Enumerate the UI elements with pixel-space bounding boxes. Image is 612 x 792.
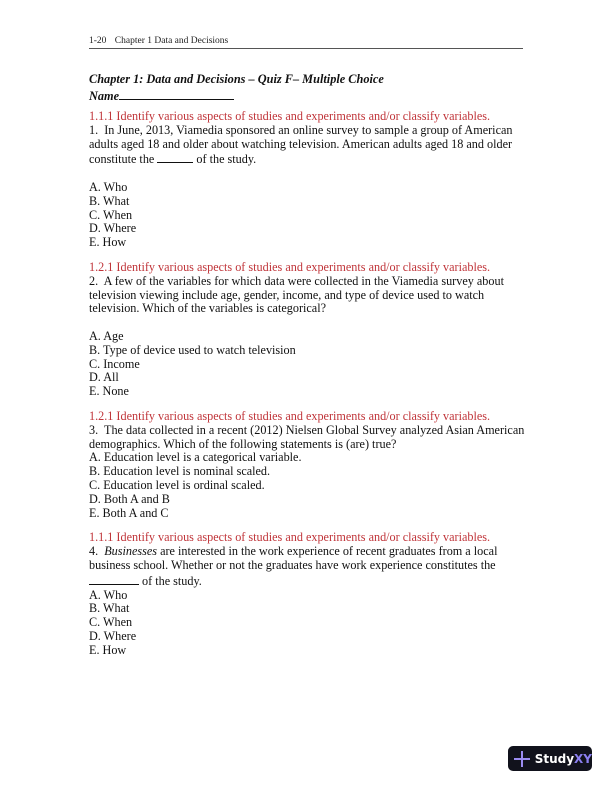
learning-objective: 1.1.1 Identify various aspects of studies and experiments and/or classify variables.	[89, 530, 491, 545]
option-e[interactable]: E. Both A and C	[89, 505, 169, 520]
question-number: 4.	[89, 544, 99, 559]
answer-options	[89, 451, 529, 520]
question-emphasis: Businesses	[104, 544, 158, 559]
option-e[interactable]: E. How	[89, 235, 127, 250]
option-e[interactable]: E. How	[89, 642, 127, 657]
option-e[interactable]: E. None	[89, 384, 129, 399]
question-number: 2.	[89, 273, 99, 288]
answer-options	[89, 330, 529, 399]
option-a[interactable]: A. Who	[89, 587, 128, 602]
question-number: 1.	[89, 122, 99, 137]
plus-icon	[514, 751, 530, 767]
option-a[interactable]: A. Age	[89, 328, 124, 343]
page-number: 1-20	[89, 36, 107, 46]
option-d[interactable]: D. Both A and B	[89, 491, 170, 506]
option-d[interactable]: D. Where	[89, 628, 137, 643]
studyxy-badge[interactable]	[508, 746, 592, 771]
option-d[interactable]: D. All	[89, 370, 119, 385]
quiz-title: Chapter 1: Data and Decisions – Quiz F– Multiple Choice	[89, 72, 384, 86]
option-c[interactable]: C. Education level is ordinal scaled.	[89, 477, 265, 492]
question-3	[89, 410, 529, 520]
name-label: Name	[89, 88, 120, 103]
learning-objective: 1.2.1 Identify various aspects of studies and experiments and/or classify variables.	[89, 408, 491, 423]
option-c[interactable]: C. When	[89, 615, 133, 630]
question-2	[89, 261, 529, 399]
question-stem: are interested in the work experience of recent graduates from a local business school. Whether or not the graduates have work experience constitutes the	[89, 544, 498, 572]
option-c[interactable]: C. Income	[89, 356, 140, 371]
question-text	[89, 124, 529, 167]
question-stem: A few of the variables for which data were collected in the Viamedia survey about television viewing include age, gender, income, and type of device used to watch television. Which of the variables is categorical?	[89, 273, 504, 316]
name-blank	[119, 87, 234, 100]
question-number: 3.	[89, 422, 99, 437]
answer-options	[89, 589, 529, 658]
brand-study: Study	[534, 751, 575, 766]
question-text	[89, 424, 529, 452]
option-b[interactable]: B. Type of device used to watch television	[89, 342, 296, 357]
quiz-title-block	[89, 72, 384, 103]
brand-xy: XY	[574, 751, 592, 766]
quiz-content	[89, 110, 529, 657]
option-c[interactable]: C. When	[89, 207, 133, 222]
option-a[interactable]: A. Who	[89, 179, 128, 194]
question-stem-end: of the study.	[196, 152, 257, 167]
name-field-line	[89, 87, 384, 104]
option-a[interactable]: A. Education level is a categorical variable.	[89, 450, 302, 465]
answer-blank	[157, 151, 193, 163]
question-1	[89, 110, 529, 250]
option-d[interactable]: D. Where	[89, 221, 137, 236]
page-header	[89, 35, 523, 49]
question-stem: The data collected in a recent (2012) Nielsen Global Survey analyzed Asian American demographics. Which of the following statements is (are) true?	[89, 422, 525, 451]
option-b[interactable]: B. What	[89, 601, 130, 616]
answer-options	[89, 181, 529, 250]
question-text	[89, 275, 529, 316]
option-b[interactable]: B. Education level is nominal scaled.	[89, 464, 271, 479]
answer-blank	[89, 573, 139, 585]
question-text	[89, 545, 529, 588]
learning-objective: 1.2.1 Identify various aspects of studies and experiments and/or classify variables.	[89, 259, 491, 274]
question-stem: In June, 2013, Viamedia sponsored an online survey to sample a group of American adults aged 18 and older about watching television. American adults aged 18 and older constitute the	[89, 122, 513, 167]
chapter-label: Chapter 1 Data and Decisions	[114, 36, 229, 46]
question-4	[89, 531, 529, 657]
learning-objective: 1.1.1 Identify various aspects of studies and experiments and/or classify variables.	[89, 109, 491, 123]
question-stem-end: of the study.	[142, 573, 202, 588]
option-b[interactable]: B. What	[89, 193, 130, 208]
